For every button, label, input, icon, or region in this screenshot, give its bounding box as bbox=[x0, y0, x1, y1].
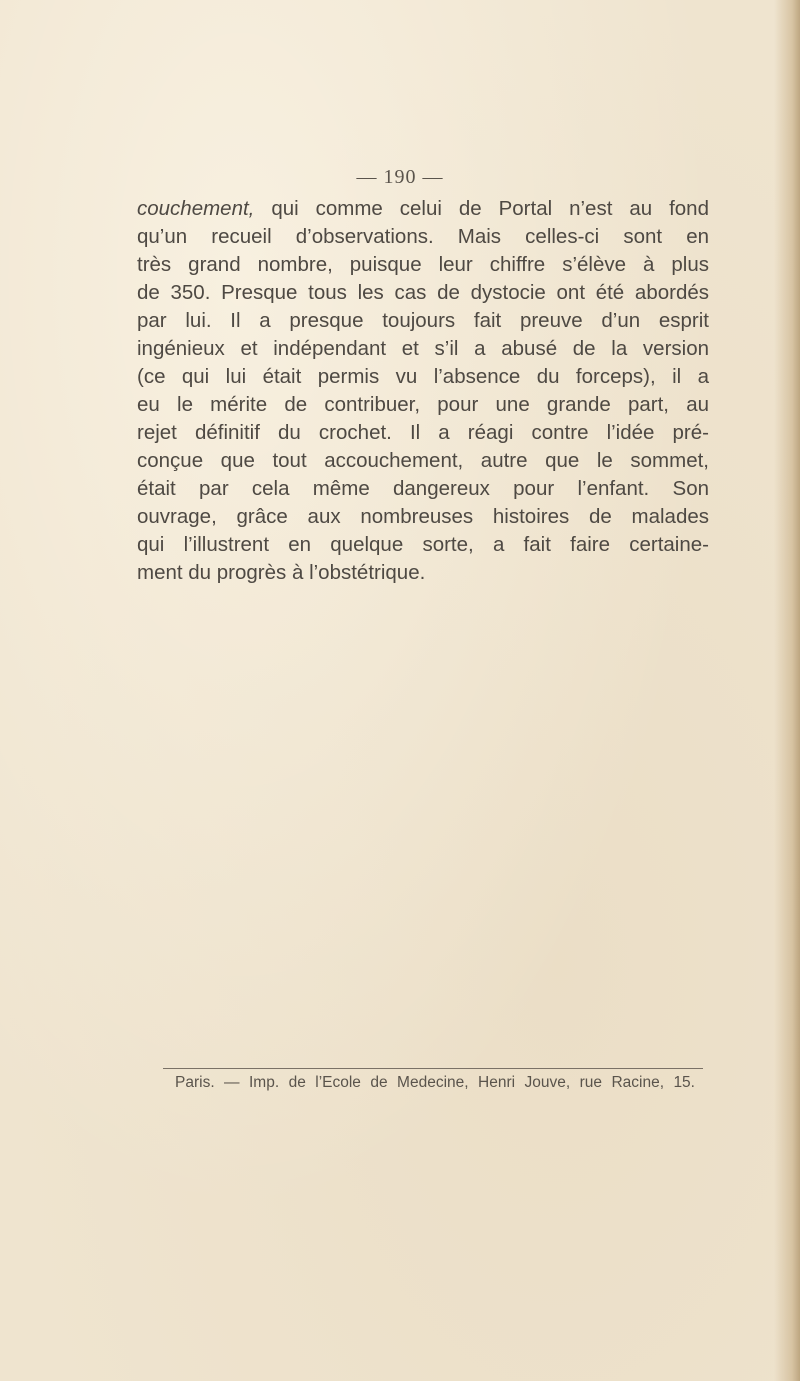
text-line: par lui. Il a presque toujours fait preuve d’un esprit bbox=[137, 309, 709, 332]
text-line: conçue que tout accouchement, autre que le sommet, bbox=[137, 449, 709, 472]
text-line: qui l’illustrent en quelque sorte, a fait faire certaine- bbox=[137, 533, 709, 556]
text-line: de 350. Presque tous les cas de dystocie ont été abordés bbox=[137, 281, 709, 304]
text-line: (ce qui lui était permis vu l’absence du forceps), il a bbox=[137, 365, 709, 388]
text-line: rejet définitif du crochet. Il a réagi contre l’idée pré- bbox=[137, 421, 709, 444]
page-edge-shadow bbox=[774, 0, 800, 1381]
imprint-rule bbox=[163, 1068, 703, 1069]
text-line: était par cela même dangereux pour l’enfant. Son bbox=[137, 477, 709, 500]
text-line: ment du progrès à l’obstétrique. bbox=[137, 561, 426, 584]
text-line: ouvrage, grâce aux nombreuses histoires de malades bbox=[137, 505, 709, 528]
printer-imprint: Paris. — Imp. de l’Ecole de Medecine, Henri Jouve, rue Racine, 15. bbox=[175, 1074, 695, 1091]
page-number: — 190 — bbox=[356, 166, 444, 188]
line-text: qui comme celui de Portal n’est au fond bbox=[254, 197, 709, 220]
text-line: ingénieux et indépendant et s’il a abusé de la version bbox=[137, 337, 709, 360]
text-line: qu’un recueil d’observations. Mais celles-ci sont en bbox=[137, 225, 709, 248]
text-line: eu le mérite de contribuer, pour une grande part, au bbox=[137, 393, 709, 416]
text-line bbox=[137, 196, 709, 222]
text-line: très grand nombre, puisque leur chiffre s’élève à plus bbox=[137, 253, 709, 276]
italic-word: couchement, bbox=[137, 197, 255, 220]
